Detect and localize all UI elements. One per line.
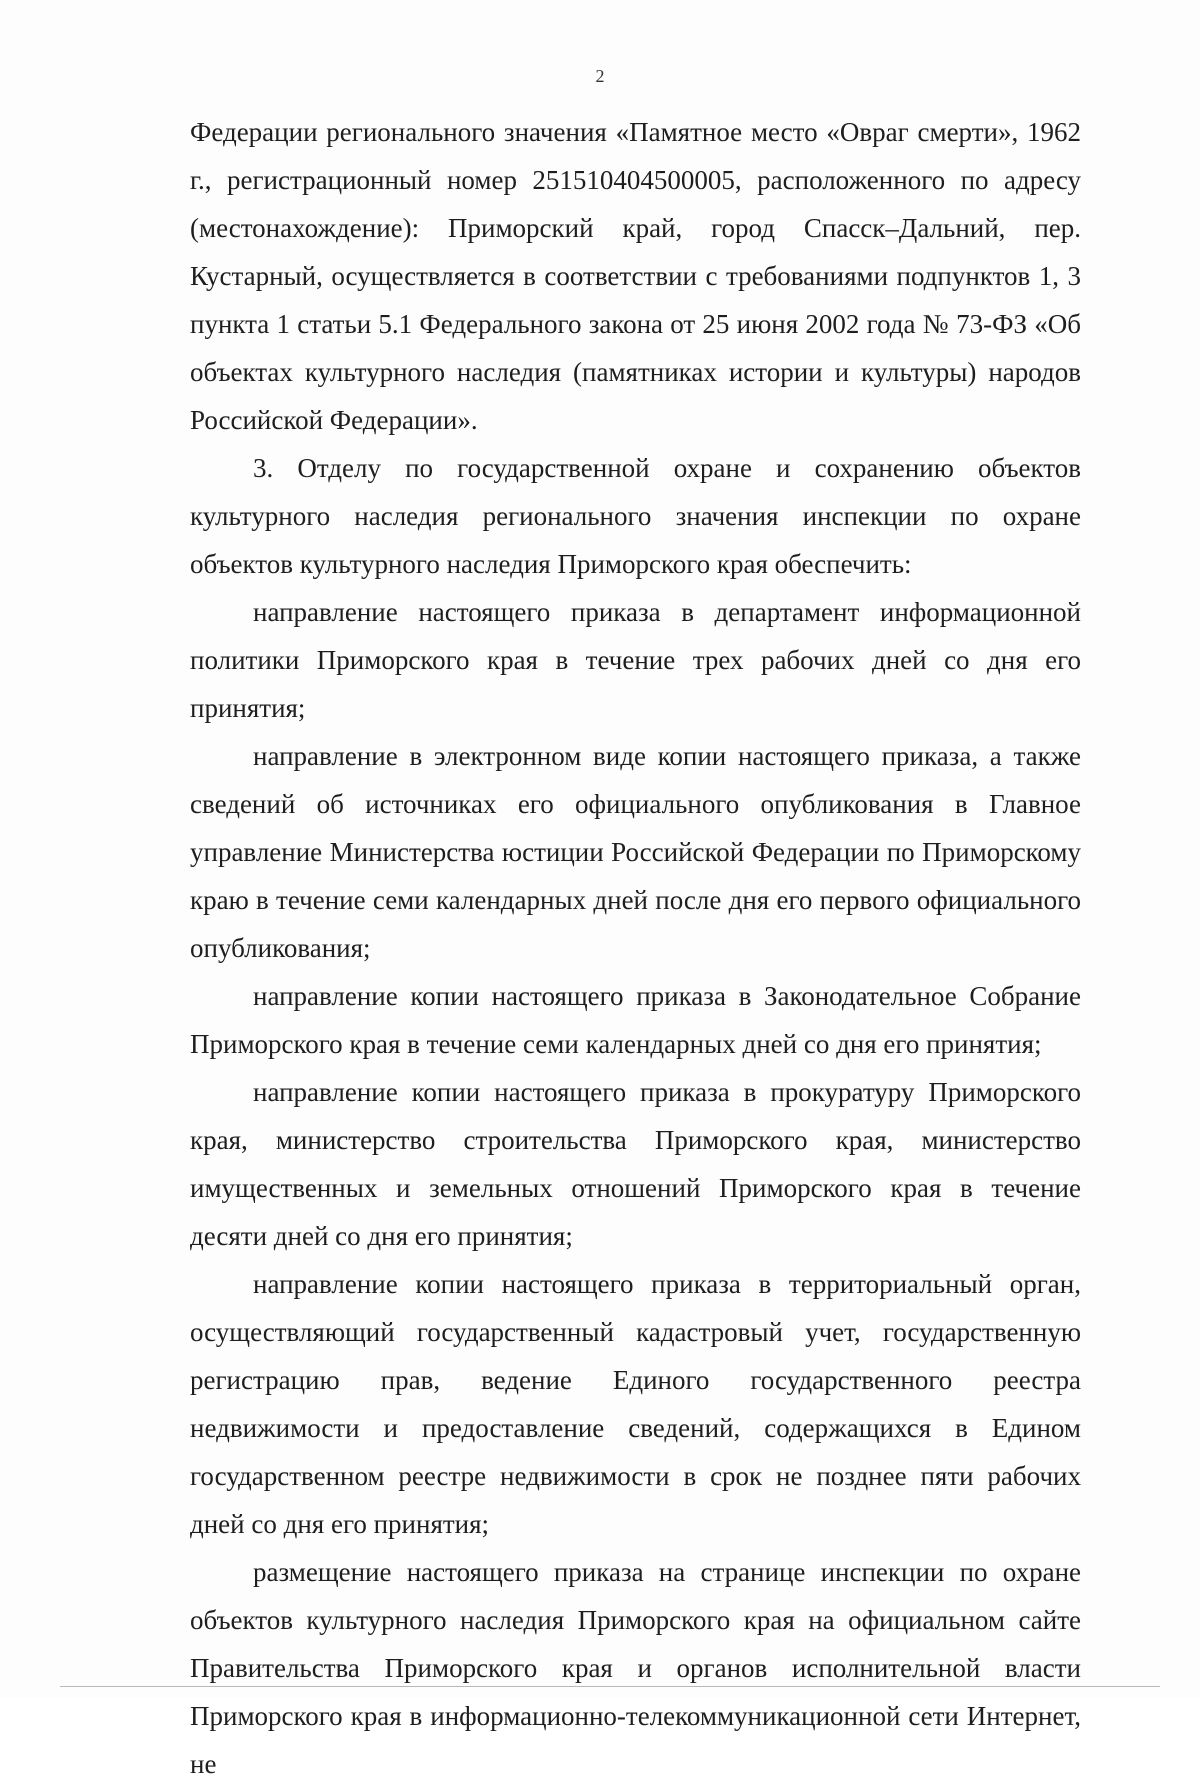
paragraph-info-policy: направление настоящего приказа в департамент информационной политики Приморского края в течение трех рабочих дней со дня его принятия; (190, 597, 1081, 723)
page-number: 2 (595, 66, 605, 86)
document-body (190, 108, 1081, 1788)
paragraph-item-3: 3. Отделу по государственной охране и сохранению объектов культурного наследия регионального значения инспекции по охране объектов культурного наследия Приморского края обеспечить: (190, 453, 1081, 579)
paragraph-prosecutor: направление копии настоящего приказа в прокуратуру Приморского края, министерство строительства Приморского края, министерство имущественных и земельных отношений Приморского края в течение десяти дней со дня его принятия; (190, 1077, 1081, 1251)
paragraph-cadastre: направление копии настоящего приказа в территориальный орган, осуществляющий государственный кадастровый учет, государственную регистрацию прав, ведение Единого государственного реестра недвижимости и предоставление сведений, содержащихся в Едином государственном реестре недвижимости в срок не позднее пяти рабочих дней со дня его принятия; (190, 1269, 1081, 1539)
paragraph-ministry-justice: направление в электронном виде копии настоящего приказа, а также сведений об источниках его официального опубликования в Главное управление Министерства юстиции Российской Федерации по Приморскому краю в течение семи календарных дней после дня его первого официального опубликования; (190, 741, 1081, 963)
paragraph-continuation: Федерации регионального значения «Памятное место «Овраг смерти», 1962 г., регистрационный номер 251510404500005, расположенного по адресу (местонахождение): Приморский край, город Спасск–Дальний, пер. Кустарный, осуществляется в соответствии с требованиями подпунктов 1, 3 пункта 1 статьи 5.1 Федерального закона от 25 июня 2002 года № 73-ФЗ «Об объектах культурного наследия (памятниках истории и культуры) народов Российской Федерации». (190, 117, 1081, 435)
paragraph-legislative-assembly: направление копии настоящего приказа в Законодательное Собрание Приморского края в течение семи календарных дней со дня его принятия; (190, 981, 1081, 1059)
paragraph-website: размещение настоящего приказа на странице инспекции по охране объектов культурного наследия Приморского края на официальном сайте Правительства Приморского края и органов исполнительной власти Приморского края в информационно-телекоммуникационной сети Интернет, не (190, 1557, 1081, 1779)
scan-edge-line (60, 1686, 1160, 1687)
